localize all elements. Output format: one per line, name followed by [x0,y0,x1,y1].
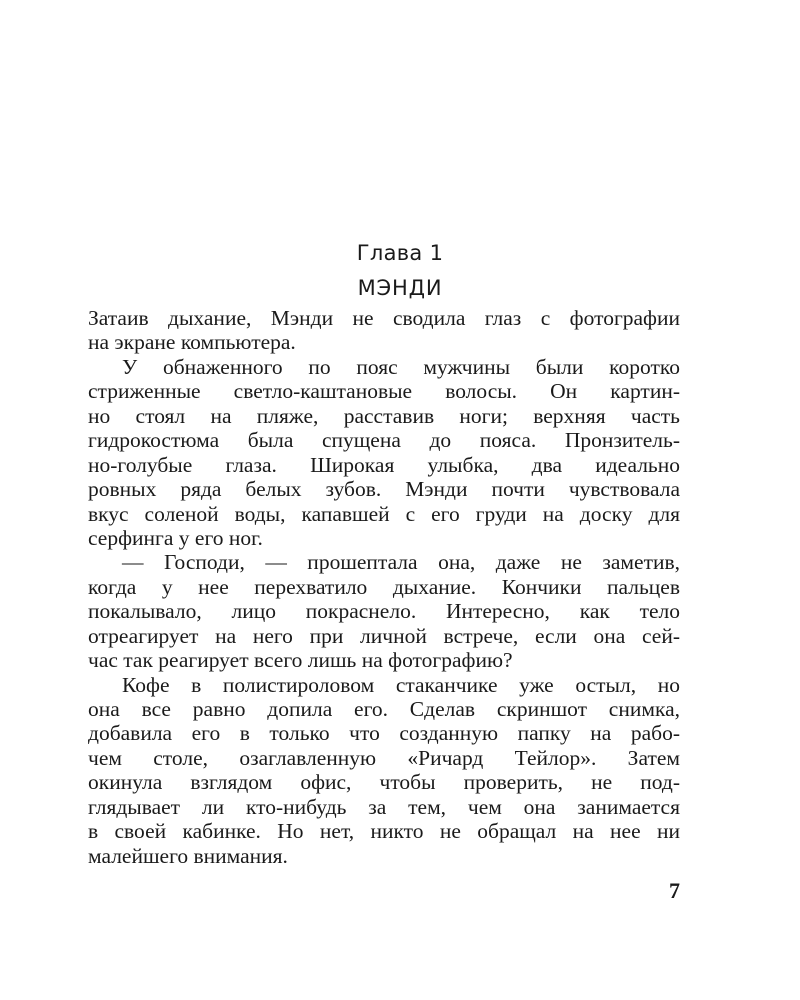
chapter-label: Глава 1 [356,241,444,265]
paragraph-4 [88,673,680,869]
text-line: серфинга у его ног. [88,525,263,550]
text-line: чем столе, озаглавленную «Ричард Тейлор». Затем [88,745,680,770]
text-line: отреагирует на него при личной встрече, если она сей- [88,623,680,648]
text-line: когда у нее перехватило дыхание. Кончики пальцев [88,574,680,599]
text-line: малейшего внимания. [88,843,288,868]
text-line: она все равно допила его. Сделав скриншот снимка, [88,697,680,721]
text-line: У обнаженного по пояс мужчины были коротко [122,354,680,379]
paragraph-2 [88,355,680,551]
paragraph-1 [88,306,680,355]
text-line: час так реагирует всего лишь на фотографию? [88,648,513,673]
text-line: но-голубые глаза. Широкая улыбка, два идеально [88,452,680,477]
text-line: покалывало, лицо покраснело. Интересно, как тело [88,599,680,624]
page-number: 7 [669,878,680,903]
text-line: вкус соленой воды, капавшей с его груди на доску для [88,501,680,526]
text-line: добавила его в только что созданную папку на рабо- [88,721,680,746]
text-line: глядывает ли кто-нибудь за тем, чем она занимается [88,794,680,819]
paragraph-3 [88,550,680,672]
text-line: в своей кабинке. Но нет, никто не обращал на нее ни [88,819,680,844]
text-line: — Господи, — прошептала она, даже не заметив, [122,550,680,575]
text-line: на экране компьютера. [88,330,296,355]
chapter-title: МЭНДИ [357,276,443,300]
body-text [88,306,680,868]
text-line: стриженные светло-каштановые волосы. Он картин- [88,379,680,404]
text-line: гидрокостюма была спущена до пояса. Пронзитель- [88,428,680,453]
text-line: Затаив дыхание, Мэнди не сводила глаз с фотографии [88,306,680,330]
text-line: но стоял на пляже, расставив ноги; верхняя часть [88,403,680,428]
text-line: Кофе в полистироловом стаканчике уже остыл, но [122,672,680,697]
text-line: ровных ряда белых зубов. Мэнди почти чувствовала [88,477,680,502]
text-line: окинула взглядом офис, чтобы проверить, не под- [88,770,680,795]
